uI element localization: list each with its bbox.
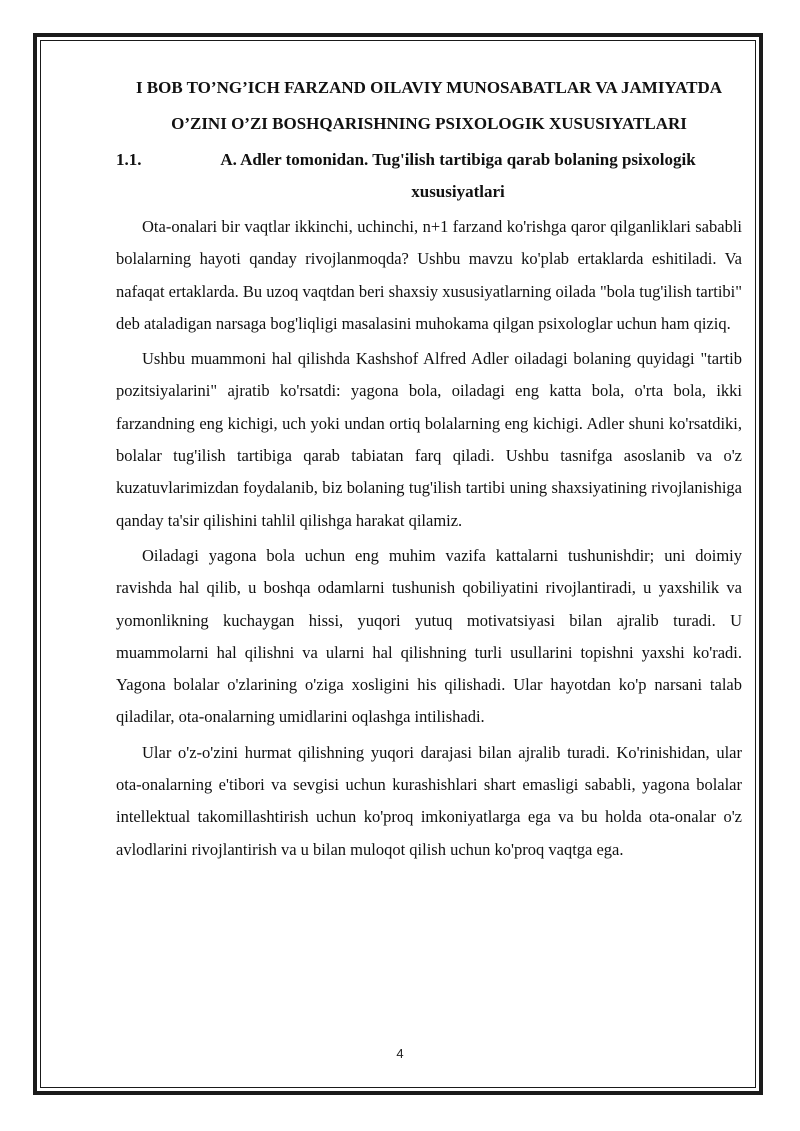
- page-number: 4: [396, 1046, 404, 1061]
- paragraph: Ushbu muammoni hal qilishda Kashshof Alfred Adler oiladagi bolaning quyidagi "tartib pozitsiyalarini" ajratib ko'rsatdi: yagona bola, oiladagi eng katta bola, o'rta bola, ikki farzandning eng kichigi, uch yoki undan ortiq bolalarning eng kichigi. Adler shuni ko'rsatdiki, bolalar tug'ilish tartibiga qarab tabiatan farq qiladi. Ushbu tasnifga asoslanib va o'z kuzatuvlarimizdan foydalanib, biz bolaning tug'ilish tartibi uning shaxsiyatining rivojlanishiga qanday ta'sir qilishini tahlil qilishga harakat qilamiz.: [116, 349, 742, 530]
- chapter-title: I BOB TO’NG’ICH FARZAND OILAVIY MUNOSABATLAR VA JAMIYATDA O’ZINI O’ZI BOSHQARISHNING PSIXOLOGIK XUSUSIYATLARI: [135, 78, 723, 133]
- section-title: A. Adler tomonidan. Tug'ilish tartibiga qarab bolaning psixologik xususiyatlari: [220, 150, 696, 201]
- page-content: [116, 70, 742, 866]
- section-number: 1.1.: [116, 150, 142, 169]
- section-heading: [116, 144, 742, 208]
- paragraph: Ular o'z-o'zini hurmat qilishning yuqori darajasi bilan ajralib turadi. Ko'rinishidan, ular ota-onalarning e'tibori va sevgisi uchun kurashishlari shart emasligi sababli, yagona bolalar intellektual takomillashtirish uchun ko'proq imkoniyatlarga ega va bu holda ota-onalar o'z avlodlarini rivojlantirish va u bilan muloqot qilish uchun ko'proq vaqtga ega.: [116, 742, 742, 859]
- paragraph: Ota-onalari bir vaqtlar ikkinchi, uchinchi, n+1 farzand ko'rishga qaror qilganliklari sababli bolalarning hayoti qanday rivojlanmoqda? Ushbu mavzu ko'plab ertaklarda eshitiladi. Va nafaqat ertaklarda. Bu uzoq vaqtdan beri shaxsiy xususiyatlarning oilada "bola tug'ilish tartibi" deb ataladigan narsaga bog'liqligi masalasini muhokama qilgan psixologlar uchun ham qiziq.: [116, 217, 742, 333]
- paragraph: Oiladagi yagona bola uchun eng muhim vazifa kattalarni tushunishdir; uni doimiy ravishda hal qilib, u boshqa odamlarni tushunish qobiliyatini rivojlantiradi, u yaxshilik va yomonlikning kuchaygan hissi, yuqori yutuq motivatsiyasi bilan ajralib turadi. U muammolarni hal qilishni va ularni hal qilishning turli usullarini topishni yaxshi ko'radi. Yagona bolalar o'zlarining o'ziga xosligini his qilishadi. Ular hayotdan ko'p narsani talab qiladilar, ota-onalarning umidlarini oqlashga intilishadi.: [116, 545, 742, 727]
